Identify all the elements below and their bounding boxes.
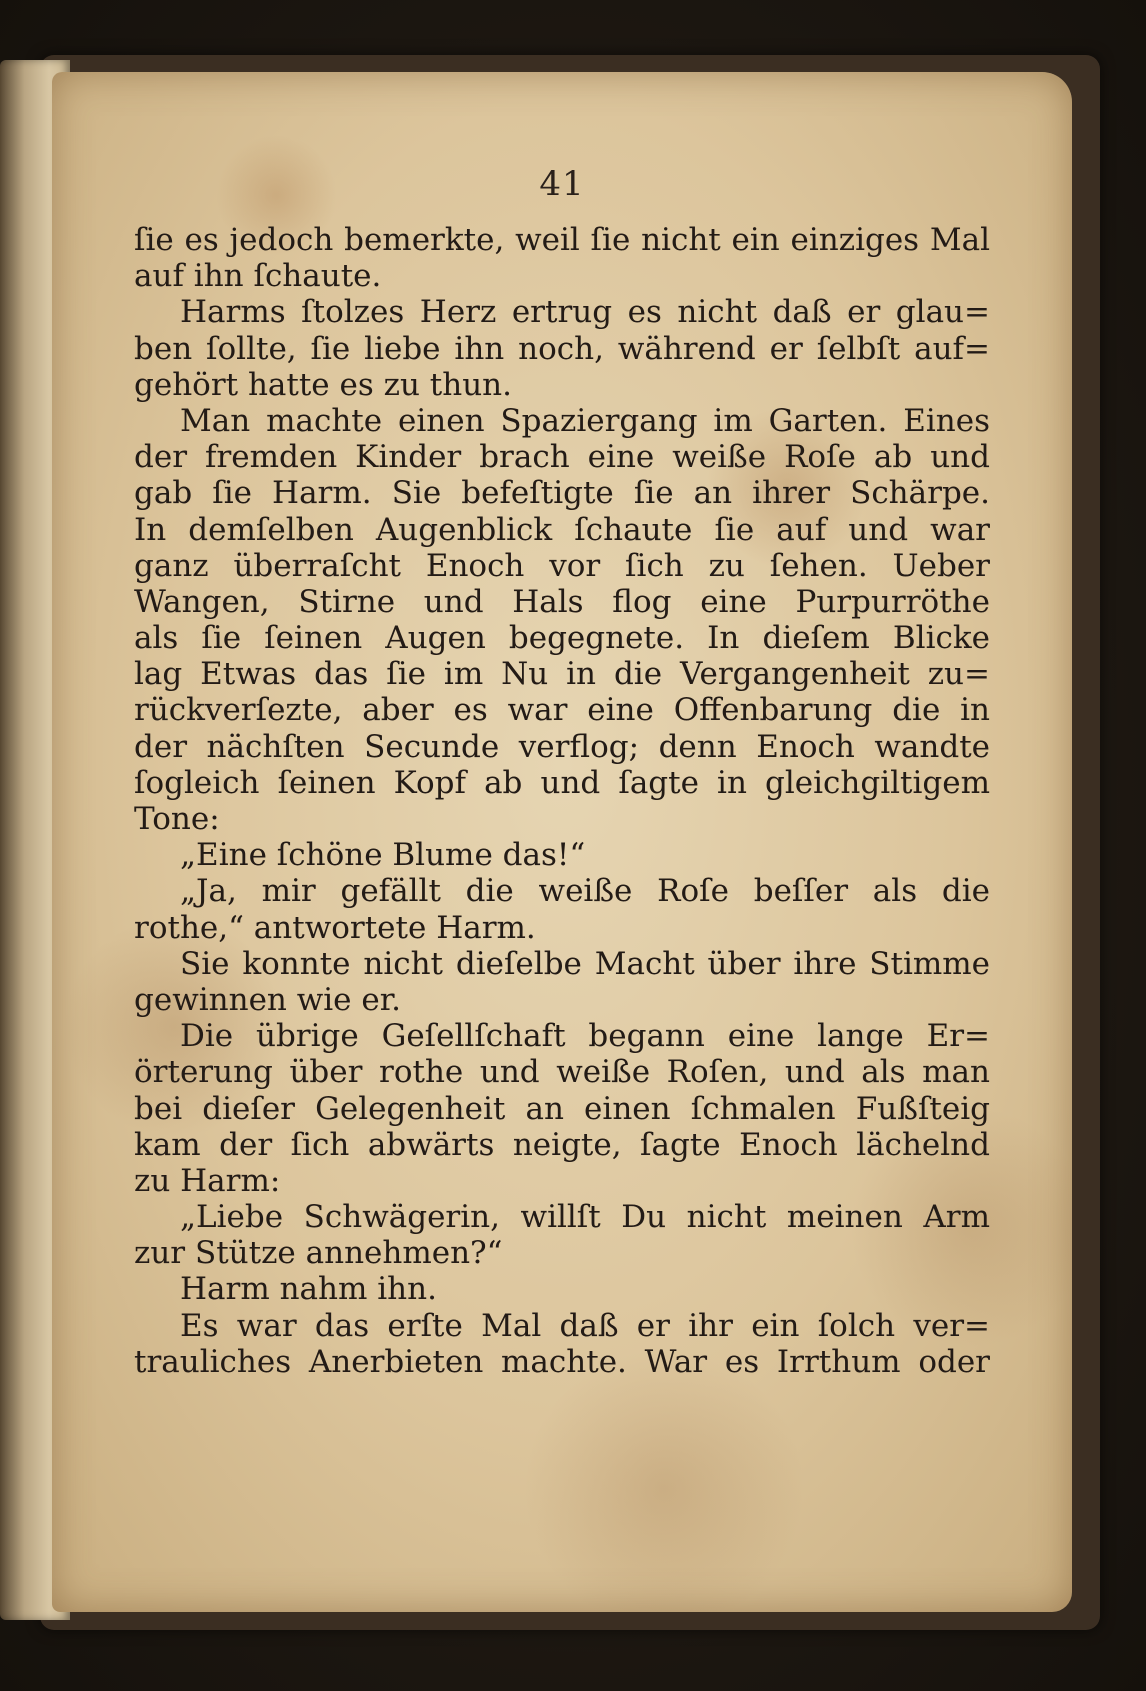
text-line: rückverſezte, aber es war eine Offenbarung die in [134,692,990,729]
text-line: Wangen, Stirne und Hals flog eine Purpurröthe [134,583,990,620]
text-line: rothe,“ antwortete Harm. [134,909,536,946]
text-line: In demſelben Augenblick ſchaute ſie auf und war [134,511,990,548]
text-line: der nächſten Secunde verflog; denn Enoch wandte [134,728,990,765]
text-line: Man machte einen Spaziergang im Garten. Eines [180,402,990,439]
text-line: gehört hatte es zu thun. [134,366,512,403]
text-line: Sie konnte nicht dieſelbe Macht über ihre Stimme [180,945,990,982]
text-line: als ſie ſeinen Augen begegnete. In dieſem Blicke [134,620,990,657]
page-number: 41 [539,164,585,204]
text-line: der fremden Kinder brach eine weiße Roſe ab und [134,439,990,476]
text-line: „Ja, mir gefällt die weiße Roſe beſſer als die [180,873,990,910]
text-line: zur Stütze annehmen?“ [134,1235,503,1272]
text-line: „Eine ſchöne Blume das!“ [180,837,586,874]
text-line: Harm nahm ihn. [180,1271,437,1308]
text-line: gab ſie Harm. Sie befeſtigte ſie an ihrer Schärpe. [134,475,990,512]
text-line: Tone: [134,801,220,837]
text-line: „Liebe Schwägerin, willſt Du nicht meinen Arm [180,1199,990,1236]
text-line: trauliches Anerbieten machte. War es Irrthum oder [134,1343,990,1380]
text-line: örterung über rothe und weiße Roſen, und als man [134,1054,990,1091]
text-line: zu Harm: [134,1162,281,1199]
book-page [52,72,1072,1612]
text-line: Es war das erſte Mal daß er ihr ein ſolch ver= [180,1307,990,1344]
text-line: bei dieſer Gelegenheit an einen ſchmalen Fußſteig [134,1090,990,1127]
page-text [134,222,990,1380]
text-line: auf ihn ſchaute. [134,258,382,295]
text-line: lag Etwas das ſie im Nu in die Vergangenheit zu= [134,656,990,693]
text-line: ſogleich ſeinen Kopf ab und ſagte in gleichgiltigem [134,764,990,801]
text-line: gewinnen wie er. [134,981,401,1018]
text-line: ſie es jedoch bemerkte, weil ſie nicht ein einziges Mal [134,222,990,258]
text-line: Die übrige Geſellſchaft begann eine lange Er= [180,1018,990,1055]
text-line: ganz überraſcht Enoch vor ſich zu ſehen. Ueber [134,547,990,584]
text-line: Harms ſtolzes Herz ertrug es nicht daß er glau= [180,294,990,331]
text-line: kam der ſich abwärts neigte, ſagte Enoch lächelnd [134,1126,990,1163]
text-line: ben ſollte, ſie liebe ihn noch, während er ſelbſt auf= [134,330,990,367]
